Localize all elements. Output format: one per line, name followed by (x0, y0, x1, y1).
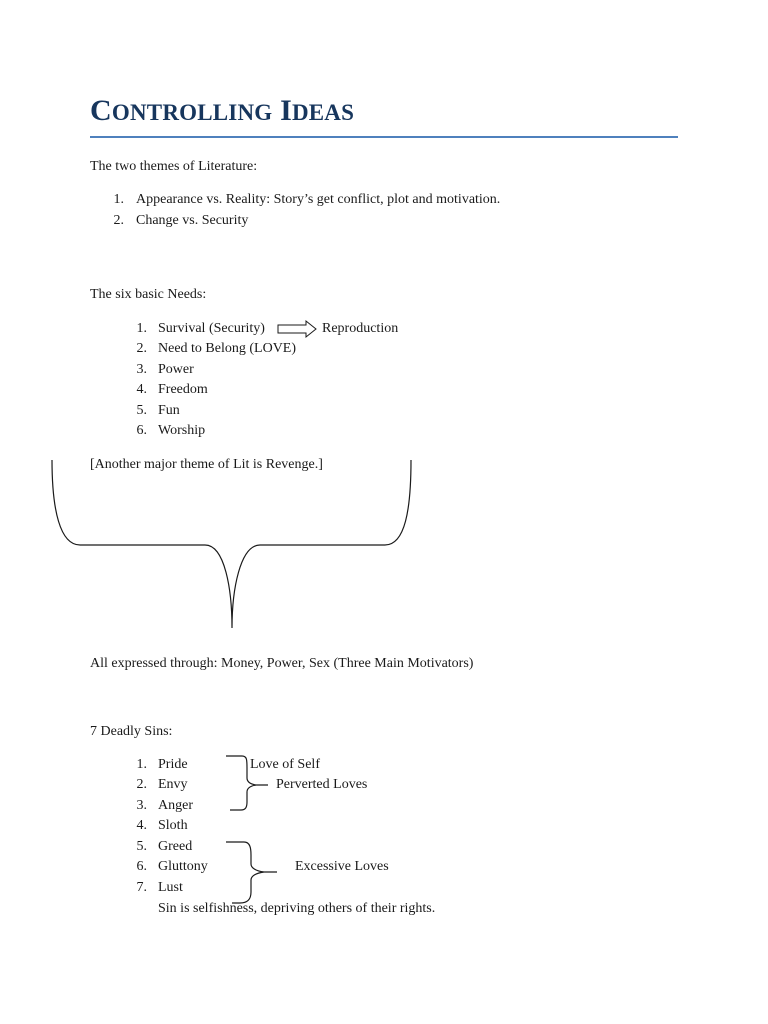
themes-intro: The two themes of Literature: (90, 159, 258, 174)
need-item-3: Power (158, 362, 194, 377)
sins-intro: 7 Deadly Sins: (90, 724, 173, 739)
title-initial-2: I (280, 94, 292, 127)
excessive-loves-label: Excessive Loves (295, 859, 389, 874)
need-number-4: 4. (136, 382, 147, 397)
need-number-6: 6. (136, 423, 147, 438)
sin-item-6: Gluttony (158, 859, 208, 874)
love-of-self-label: Love of Self (250, 757, 320, 772)
sin-number-3: 3. (136, 798, 147, 813)
title-rest-1: ONTROLLING (111, 100, 273, 125)
sin-item-4: Sloth (158, 818, 188, 833)
title-initial-1: C (90, 94, 112, 127)
title-rest-2: DEAS (291, 100, 355, 125)
excessive-loves-brace (226, 842, 277, 903)
sin-item-3: Anger (158, 798, 193, 813)
need-item-6: Worship (158, 423, 206, 438)
sin-number-6: 6. (136, 859, 147, 874)
theme-item-2: Change vs. Security (136, 213, 249, 228)
need-item-4: Freedom (158, 382, 208, 397)
sin-number-2: 2. (136, 777, 147, 792)
page-title (90, 96, 354, 126)
need-item-1: Survival (Security) (158, 321, 265, 336)
theme-number-1: 1. (113, 192, 124, 207)
sin-closing-note: Sin is selfishness, depriving others of their rights. (158, 901, 436, 916)
needs-intro: The six basic Needs: (90, 287, 207, 302)
sin-number-7: 7. (136, 880, 147, 895)
theme-item-1: Appearance vs. Reality: Story’s get conflict, plot and motivation. (136, 192, 501, 207)
sin-number-5: 5. (136, 839, 147, 854)
sin-item-5: Greed (158, 839, 193, 854)
need-item-2: Need to Belong (LOVE) (158, 341, 297, 356)
sin-item-7: Lust (158, 880, 183, 895)
need-arrow-target: Reproduction (322, 321, 399, 336)
need-number-3: 3. (136, 362, 147, 377)
right-arrow-icon (278, 321, 316, 337)
large-brace (52, 457, 411, 628)
theme-number-2: 2. (113, 213, 124, 228)
perverted-loves-label: Perverted Loves (276, 777, 368, 792)
sin-number-4: 4. (136, 818, 147, 833)
need-item-5: Fun (158, 403, 180, 418)
need-number-1: 1. (136, 321, 147, 336)
title-underline (90, 136, 678, 138)
sin-item-2: Envy (158, 777, 188, 792)
sin-number-1: 1. (136, 757, 147, 772)
need-number-5: 5. (136, 403, 147, 418)
sin-item-1: Pride (158, 757, 188, 772)
revenge-note: [Another major theme of Lit is Revenge.] (90, 457, 323, 472)
expressed-through: All expressed through: Money, Power, Sex (Three Main Motivators) (90, 656, 474, 671)
need-number-2: 2. (136, 341, 147, 356)
